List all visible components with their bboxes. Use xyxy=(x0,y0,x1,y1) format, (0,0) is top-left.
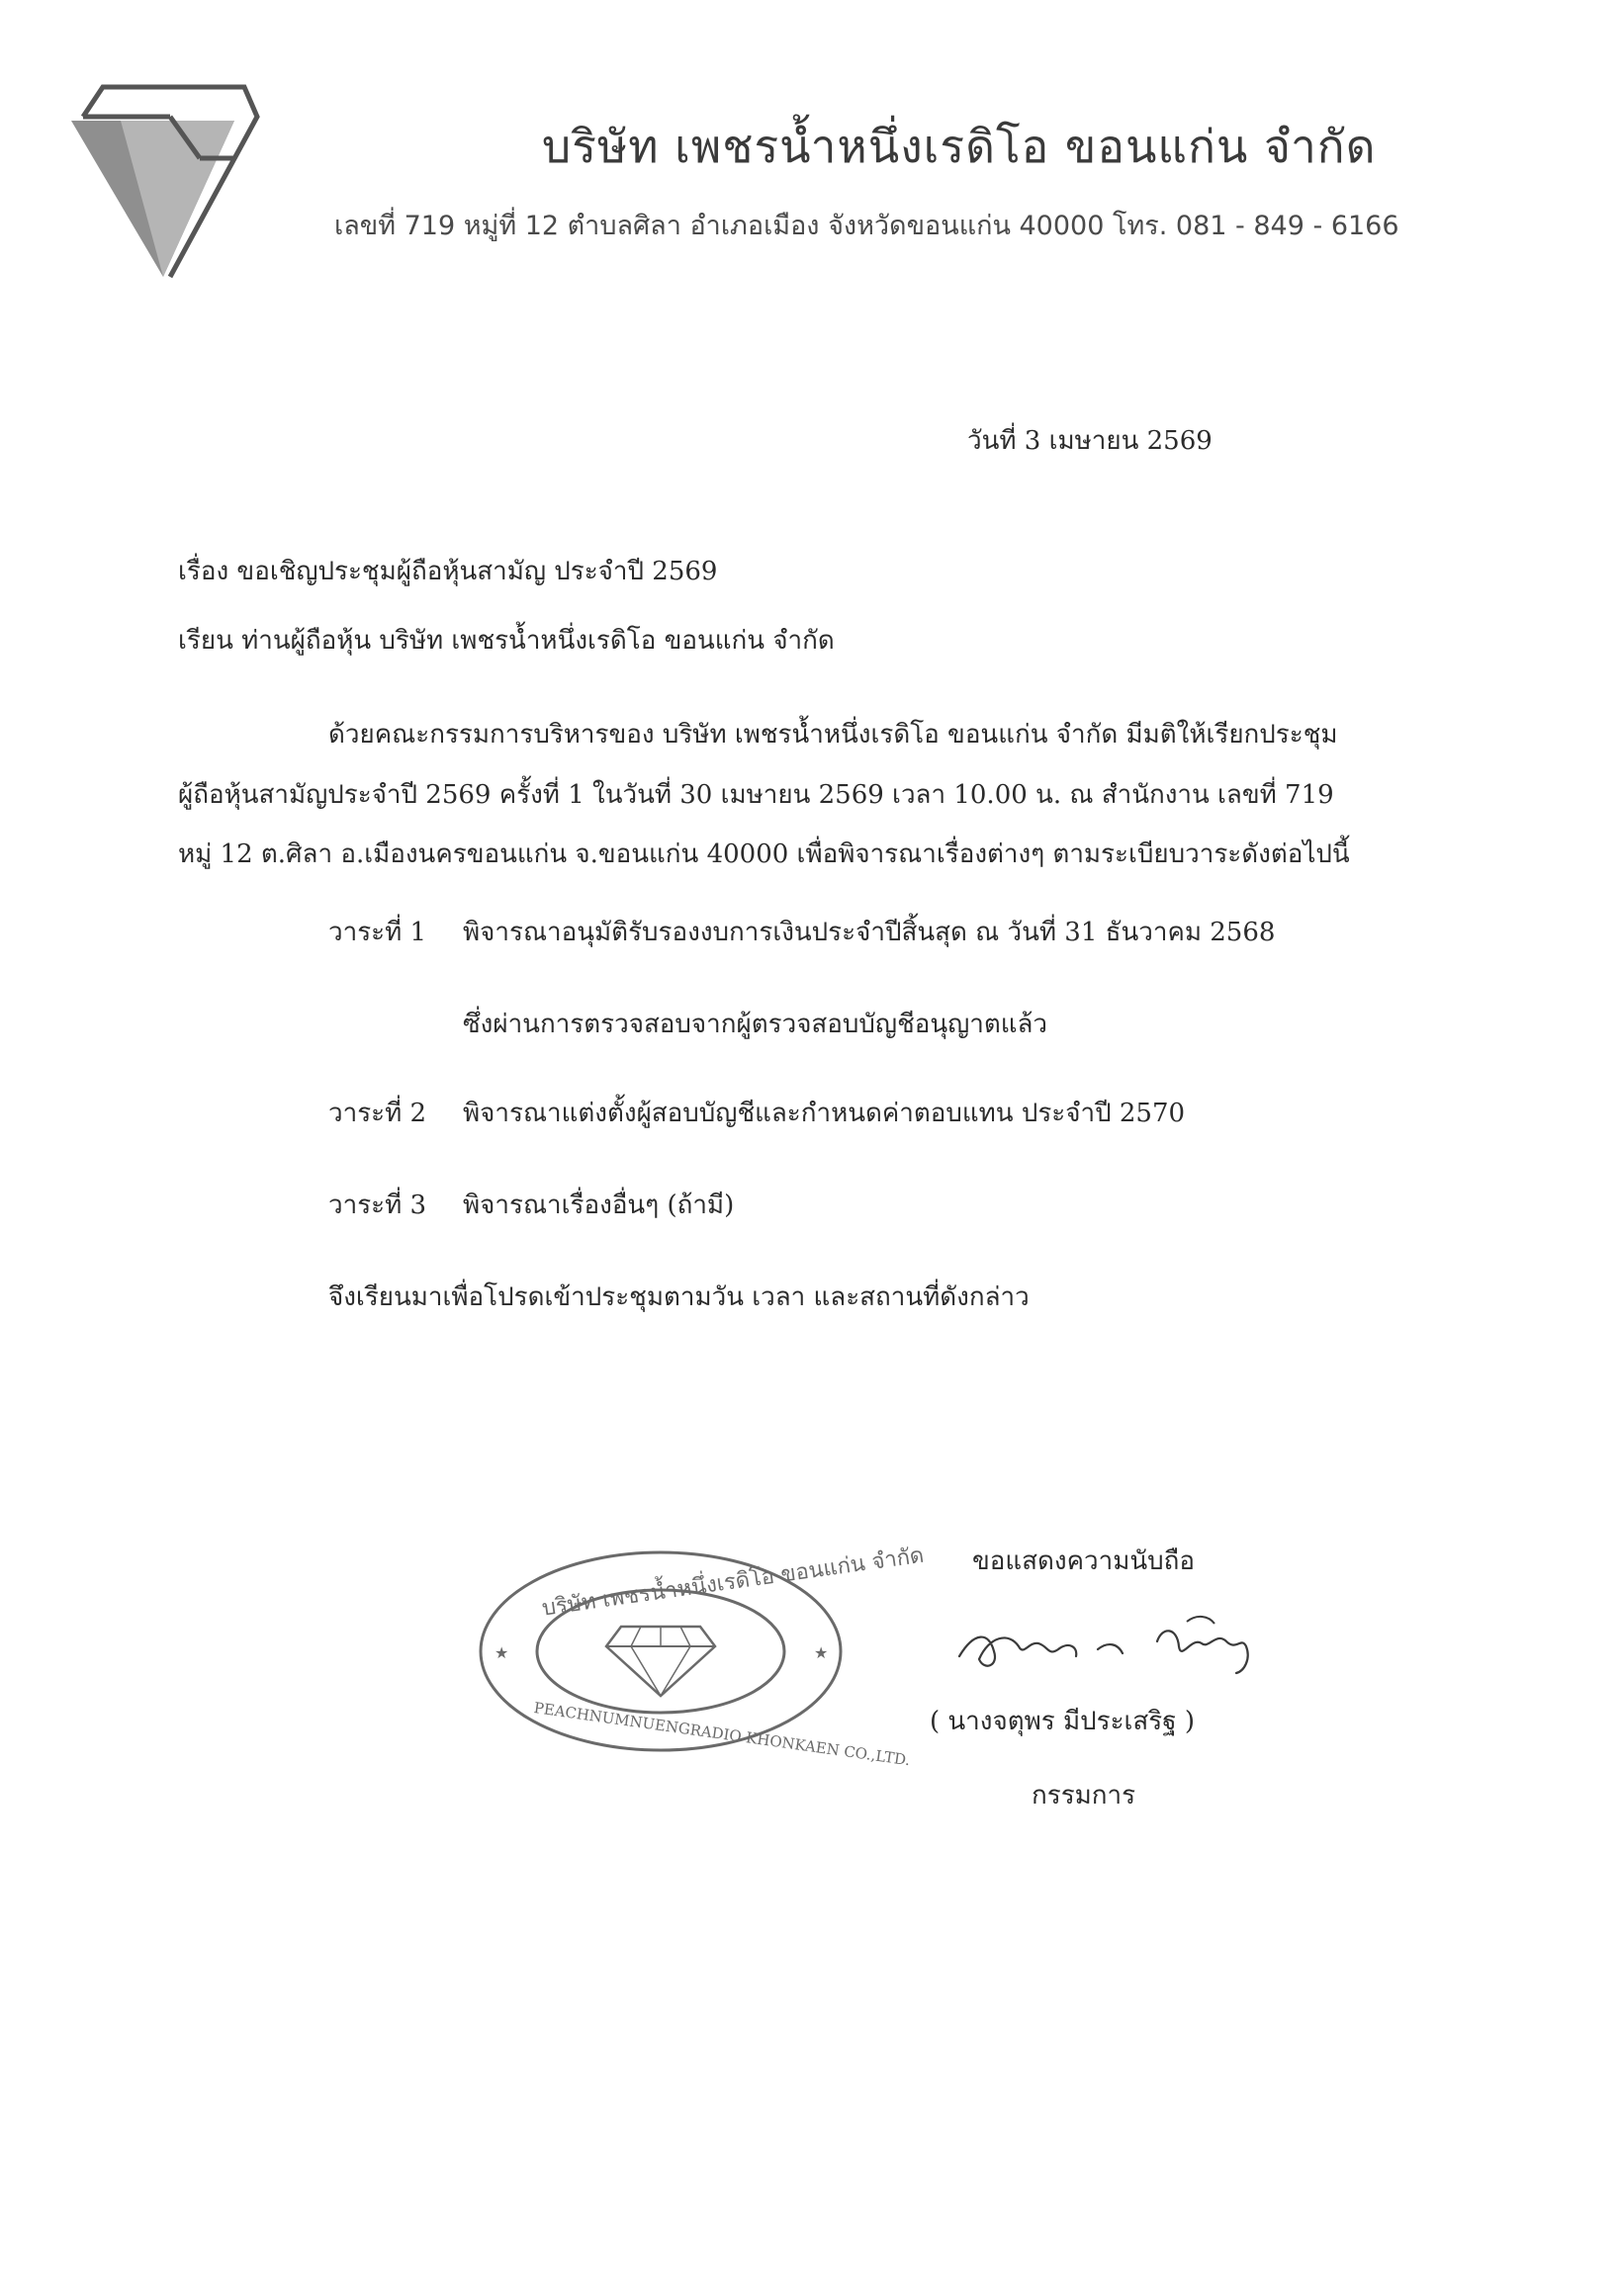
agenda-label-3: วาระที่ 3 xyxy=(328,1191,427,1220)
signer-name: ( นางจตุพร มีประเสริฐ ) xyxy=(930,1707,1196,1736)
letter-salutation: เรียน ท่านผู้ถือหุ้น บริษัท เพชรน้ำหนึ่งเรดิโอ ขอนแก่น จำกัด xyxy=(178,626,835,656)
handwritten-signature xyxy=(949,1602,1276,1691)
agenda-continuation-1: ซึ่งผ่านการตรวจสอบจากผู้ตรวจสอบบัญชีอนุญาตแล้ว xyxy=(463,1010,1048,1039)
letter-subject: เรื่อง ขอเชิญประชุมผู้ถือหุ้นสามัญ ประจำปี 2569 xyxy=(178,557,718,586)
company-logo xyxy=(61,79,264,282)
agenda-label-1: วาระที่ 1 xyxy=(328,918,427,947)
svg-text:★: ★ xyxy=(495,1643,509,1662)
svg-text:PEACHNUMNUENGRADIO KHONKAEN CO: PEACHNUMNUENGRADIO KHONKAEN CO.,LTD. xyxy=(532,1699,912,1770)
svg-text:บริษัท เพชรน้ำหนึ่งเรดิโอ ขอนแ: บริษัท เพชรน้ำหนึ่งเรดิโอ ขอนแก่น จำกัด xyxy=(540,1543,926,1622)
signer-position: กรรมการ xyxy=(1032,1781,1136,1810)
paragraph-line: หมู่ 12 ต.ศิลา อ.เมืองนครขอนแก่น จ.ขอนแก่น 40000 เพื่อพิจารณาเรื่องต่างๆ ตามระเบียบวาระดังต่อไปนี้ xyxy=(178,839,1350,869)
company-stamp xyxy=(473,1543,926,1770)
company-name: บริษัท เพชรน้ำหนึ่งเรดิโอ ขอนแก่น จำกัด xyxy=(542,120,1377,173)
closing-sentence: จึงเรียนมาเพื่อโปรดเข้าประชุมตามวัน เวลา และสถานที่ดังกล่าว xyxy=(328,1282,1030,1312)
company-address: เลขที่ 719 หมู่ที่ 12 ตำบลศิลา อำเภอเมือง จังหวัดขอนแก่น 40000 โทร. 081 - 849 - 6166 xyxy=(334,211,1399,241)
paragraph-line: ผู้ถือหุ้นสามัญประจำปี 2569 ครั้งที่ 1 ในวันที่ 30 เมษายน 2569 เวลา 10.00 น. ณ สำนักงาน เลขที่ 719 xyxy=(178,780,1334,810)
agenda-label-2: วาระที่ 2 xyxy=(328,1099,427,1128)
agenda-text-1: พิจารณาอนุมัติรับรองงบการเงินประจำปีสิ้นสุด ณ วันที่ 31 ธันวาคม 2568 xyxy=(463,918,1276,947)
agenda-text-2: พิจารณาแต่งตั้งผู้สอบบัญชีและกำหนดค่าตอบแทน ประจำปี 2570 xyxy=(463,1099,1186,1128)
diamond-logo-icon xyxy=(61,79,264,282)
letter-date: วันที่ 3 เมษายน 2569 xyxy=(967,426,1213,456)
agenda-text-3: พิจารณาเรื่องอื่นๆ (ถ้ามี) xyxy=(463,1191,735,1220)
paragraph-line: ด้วยคณะกรรมการบริหารของ บริษัท เพชรน้ำหนึ่งเรดิโอ ขอนแก่น จำกัด มีมติให้เรียกประชุม xyxy=(328,720,1338,750)
regards-text: ขอแสดงความนับถือ xyxy=(972,1546,1195,1576)
svg-text:★: ★ xyxy=(814,1643,829,1662)
